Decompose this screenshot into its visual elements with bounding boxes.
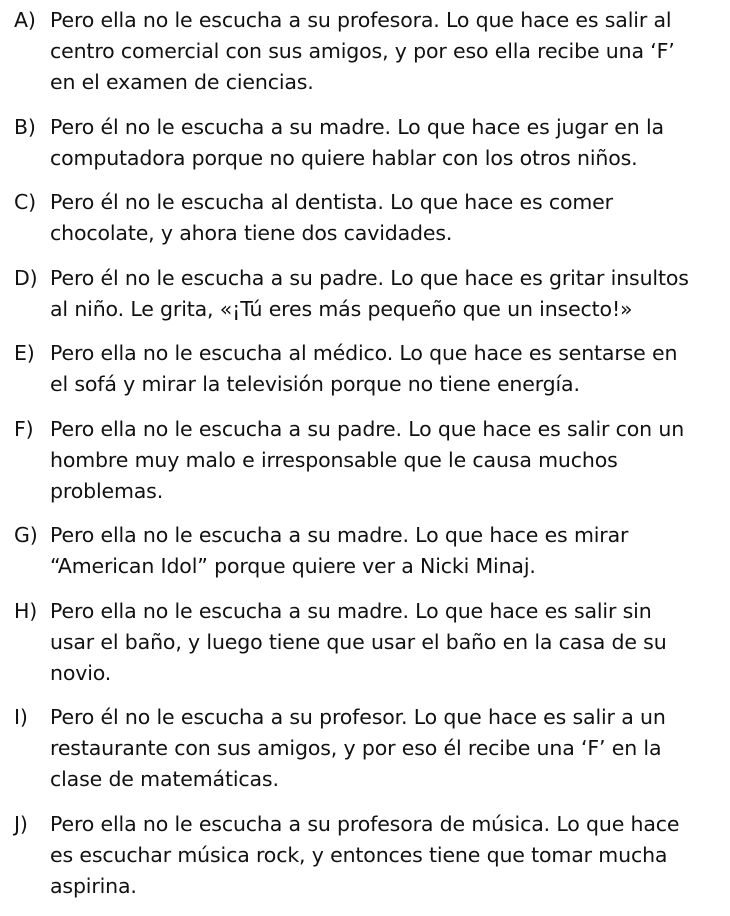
item-text: Pero ella no le escucha a su madre. Lo que hace es mirar “American Idol” porque quiere ver a Nicki Minaj. <box>50 523 629 578</box>
item-letter: G) <box>14 523 38 547</box>
item-letter: I) <box>14 705 28 729</box>
item-letter: C) <box>14 190 37 214</box>
item-letter: E) <box>14 341 35 365</box>
list-item-b <box>14 112 720 174</box>
item-letter: D) <box>14 265 38 290</box>
item-letter: J) <box>14 811 28 836</box>
list-item-f <box>14 414 720 507</box>
item-letter: A) <box>14 8 36 32</box>
list-item-d <box>14 263 720 325</box>
item-text: Pero él no le escucha a su profesor. Lo que hace es salir a un restaurante con sus amigos, y por eso él recibe una ‘F’ en la clase de matemáticas. <box>50 705 666 791</box>
list-item-c <box>14 187 720 249</box>
item-letter: H) <box>14 598 38 623</box>
item-text: Pero ella no le escucha a su profesora de música. Lo que hace es escuchar música rock, y entonces tiene que tomar mucha aspirina. <box>50 811 680 898</box>
item-text: Pero ella no le escucha a su madre. Lo que hace es salir sin usar el baño, y luego tiene que usar el baño en la casa de su novio. <box>50 598 667 685</box>
list-item-a <box>14 5 720 98</box>
item-letter: F) <box>14 416 34 441</box>
item-text: Pero él no le escucha a su padre. Lo que hace es gritar insultos al niño. Le grita, «¡Tú eres más pequeño que un insecto!» <box>50 265 689 321</box>
item-letter: B) <box>14 114 36 139</box>
item-text: Pero ella no le escucha al médico. Lo que hace es sentarse en el sofá y mirar la televisión porque no tiene energía. <box>50 341 678 396</box>
answer-list <box>14 5 720 915</box>
list-item-h <box>14 596 720 689</box>
list-item-g <box>14 520 720 582</box>
item-text: Pero él no le escucha al dentista. Lo que hace es comer chocolate, y ahora tiene dos cavidades. <box>50 190 613 245</box>
list-item-i <box>14 702 720 795</box>
list-item-j <box>14 809 720 902</box>
list-item-e <box>14 338 720 400</box>
item-text: Pero ella no le escucha a su padre. Lo que hace es salir con un hombre muy malo e irresponsable que le causa muchos problemas. <box>50 416 685 503</box>
item-text: Pero ella no le escucha a su profesora. Lo que hace es salir al centro comercial con sus amigos, y por eso ella recibe una ‘F’ en el examen de ciencias. <box>50 8 675 94</box>
item-text: Pero él no le escucha a su madre. Lo que hace es jugar en la computadora porque no quiere hablar con los otros niños. <box>50 114 664 170</box>
